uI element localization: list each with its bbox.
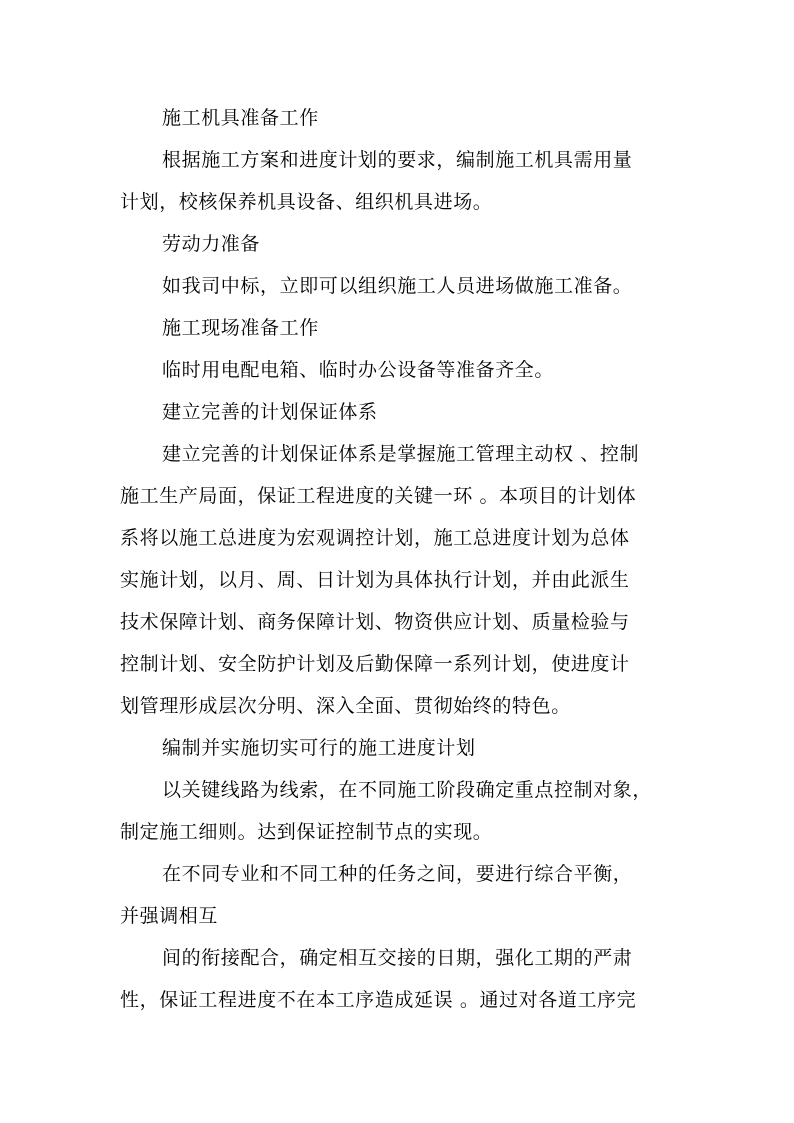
paragraph-line: 临时用电配电箱、临时办公设备等准备齐全。	[162, 359, 555, 381]
paragraph-line: 间的衔接配合，确定相互交接的日期，强化工期的严肃	[162, 947, 633, 969]
paragraph-line: 建立完善的计划保证体系是掌握施工管理主动权 、控制	[162, 443, 640, 465]
paragraph-line: 并强调相互	[120, 905, 219, 927]
paragraph-line: 控制计划、安全防护计划及后勤保障一系列计划，使进度计	[120, 653, 630, 675]
paragraph-line: 系将以施工总进度为宏观调控计划，施工总进度计划为总体	[120, 527, 630, 549]
heading-schedule-plan: 编制并实施切实可行的施工进度计划	[162, 737, 476, 759]
paragraph-line: 制定施工细则。达到保证控制节点的实现。	[120, 821, 493, 843]
paragraph-line: 性，保证工程进度不在本工序造成延误 。通过对各道工序完	[120, 989, 637, 1011]
paragraph-line: 在不同专业和不同工种的任务之间，要进行综合平衡，	[162, 863, 633, 885]
heading-machinery-preparation: 施工机具准备工作	[162, 107, 319, 129]
paragraph-line: 计划，校核保养机具设备、组织机具进场。	[120, 191, 493, 213]
paragraph-line: 根据施工方案和进度计划的要求，编制施工机具需用量	[162, 149, 633, 171]
paragraph-line: 如我司中标，立即可以组织施工人员进场做施工准备。	[162, 275, 633, 297]
paragraph-line: 技术保障计划、商务保障计划、物资供应计划、质量检验与	[120, 611, 630, 633]
paragraph-line: 实施计划，以月、周、日计划为具体执行计划，并由此派生	[120, 569, 630, 591]
paragraph-line: 划管理形成层次分明、深入全面、贯彻始终的特色。	[120, 695, 571, 717]
paragraph-line: 施工生产局面，保证工程进度的关键一环 。本项目的计划体	[120, 485, 637, 507]
heading-plan-guarantee-system: 建立完善的计划保证体系	[162, 401, 378, 423]
paragraph-line: 以关键线路为线索，在不同施工阶段确定重点控制对象，	[162, 779, 653, 801]
heading-site-preparation: 施工现场准备工作	[162, 317, 319, 339]
heading-labor-preparation: 劳动力准备	[162, 233, 261, 255]
